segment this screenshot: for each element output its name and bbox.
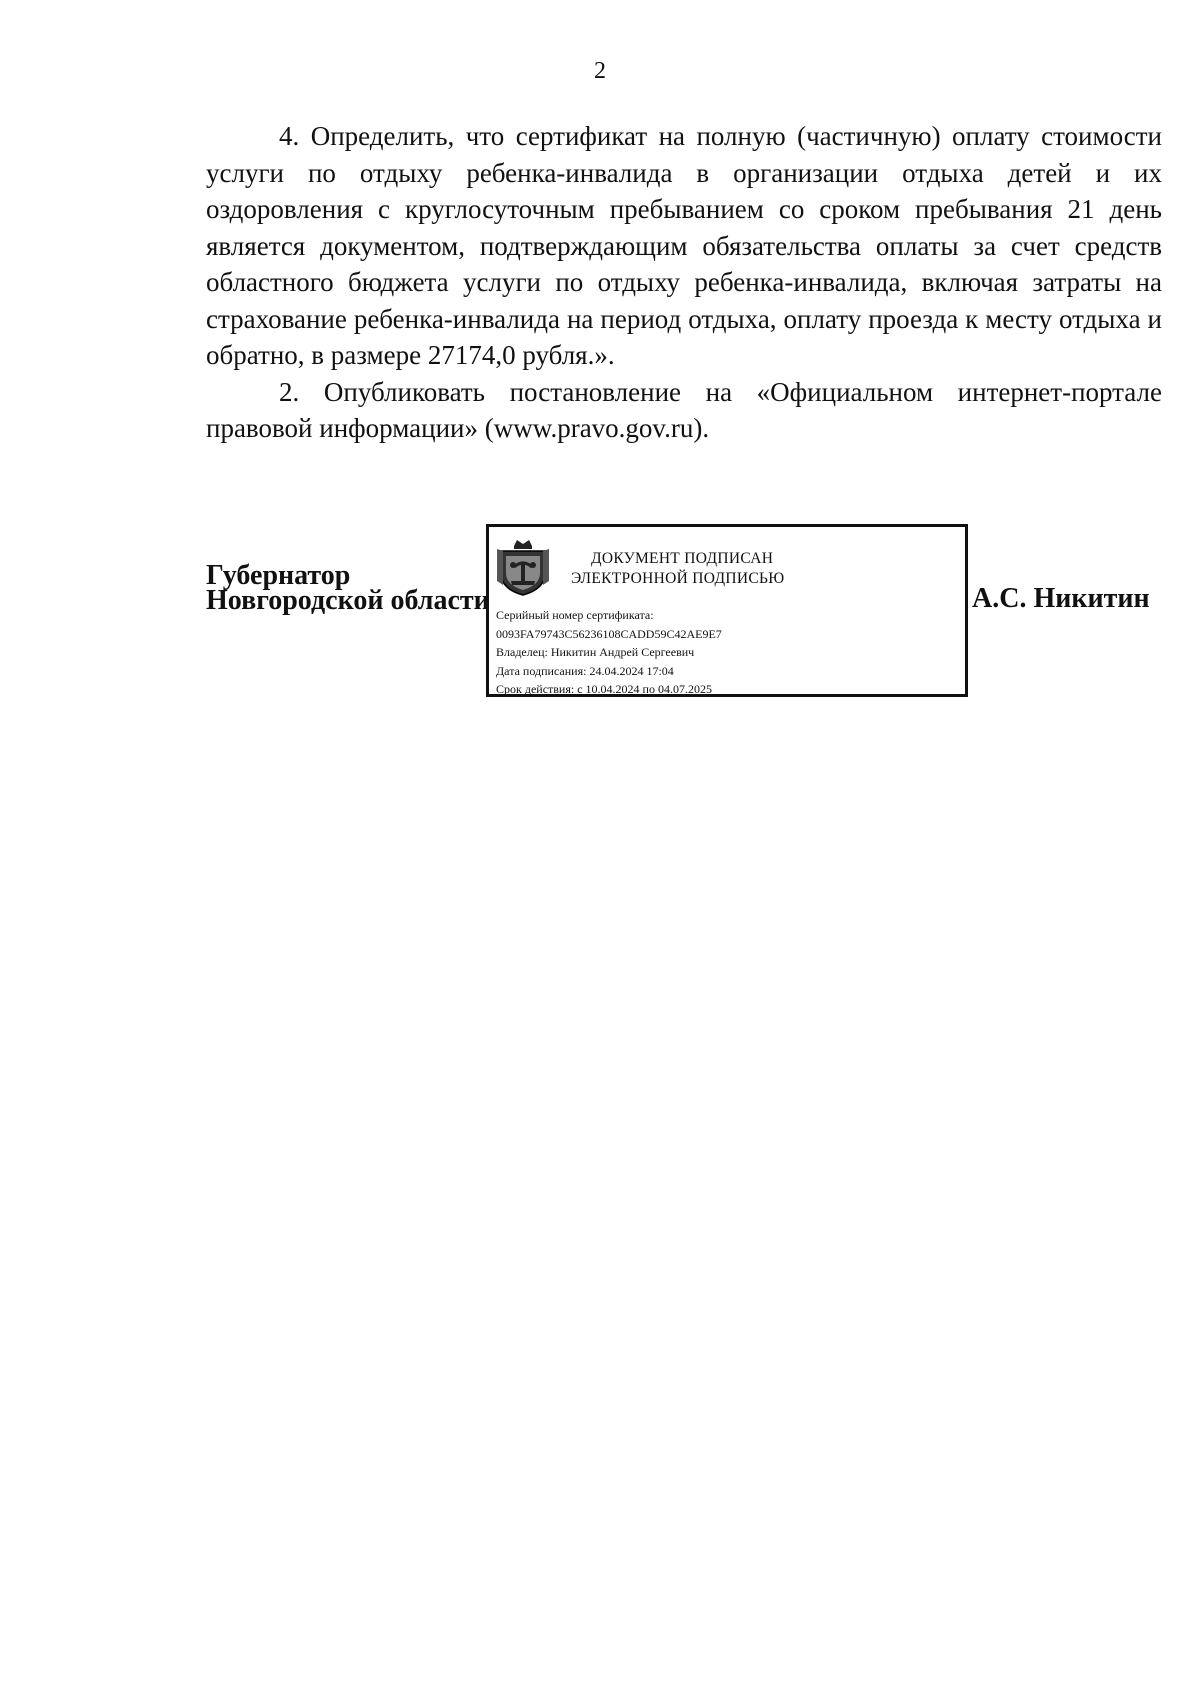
certificate-serial: 0093FA79743C56236108CADD59C42AE9E7 — [496, 626, 722, 641]
signatory-name: А.С. Никитин — [972, 583, 1150, 614]
signatory-title-line2: Новгородской области — [206, 585, 490, 616]
paragraph-item-2: 2. Опубликовать постановление на «Официальном интернет-портале правовой информации» (www.pravo.gov.ru). — [206, 376, 1162, 443]
certificate-details — [496, 606, 722, 699]
stamp-heading-line1: ДОКУМЕНТ ПОДПИСАН — [591, 550, 774, 567]
certificate-validity: Срок действия: с 10.04.2024 по 04.07.2025 — [496, 682, 712, 696]
certificate-serial-label: Серийный номер сертификата: — [496, 608, 654, 622]
coat-of-arms-icon — [497, 537, 549, 597]
document-body — [206, 118, 1162, 447]
certificate-owner: Владелец: Никитин Андрей Сергеевич — [496, 645, 695, 659]
page-number: 2 — [594, 58, 606, 84]
stamp-heading-line2: ЭЛЕКТРОННОЙ ПОДПИСЬЮ — [571, 570, 785, 587]
electronic-signature-stamp — [486, 524, 968, 697]
signatory-position — [206, 560, 490, 616]
stamp-heading — [571, 549, 921, 589]
paragraph-item-4: 4. Определить, что сертификат на полную (частичную) оплату стоимости услуги по отдыху ребенка-инвалида в организации отдыха детей и их оздоровления с круглосуточным пребыванием со сроком пребывания 21 день является документом, подтверждающим обязательства оплаты за счет средств областного бюджета услуги по отдыху ребенка-инвалида, включая затраты на страхование ребенка-инвалида на период отдыха, оплату проезда к месту отдыха и обратно, в размере 27174,0 рубля.». — [206, 121, 1162, 370]
signing-date: Дата подписания: 24.04.2024 17:04 — [496, 663, 674, 678]
signatory-title-line1: Губернатор — [206, 560, 351, 591]
